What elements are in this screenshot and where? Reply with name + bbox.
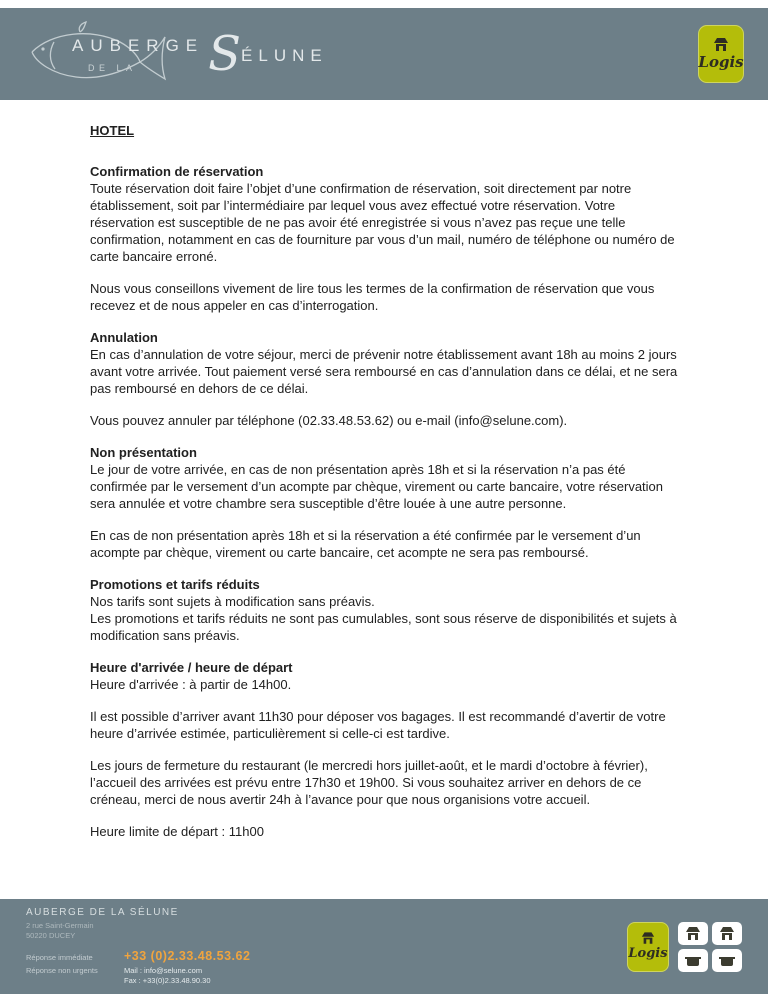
brand-auberge: AUBERGE <box>72 35 205 55</box>
section-non-presentation <box>90 444 678 561</box>
section-heading: Confirmation de réservation <box>90 164 264 179</box>
fireplace-icon <box>713 38 729 51</box>
footer-address-line2: 50220 DUCEY <box>26 931 76 940</box>
footer-brand: AUBERGE DE LA SÉLUNE <box>26 907 179 918</box>
cookpot-rating-icon <box>712 949 742 972</box>
logis-logo <box>698 25 744 83</box>
footer-contact-block <box>26 907 250 986</box>
footer-address-line1: 2 rue Saint-Germain <box>26 921 94 930</box>
brand-script-s: S <box>208 26 242 82</box>
brand-text <box>72 26 328 82</box>
brand-logo <box>16 8 328 100</box>
fireplace-rating-icon <box>712 922 742 945</box>
paragraph: En cas d’annulation de votre séjour, merci de prévenir notre établissement avant 18h au moins 2 jours avant votre arrivée. Tout paiement versé sera remboursé en cas d’annulation dans ce délai, et ne sera pas remboursé en dehors de ce délai. <box>90 347 678 396</box>
paragraph: Toute réservation doit faire l’objet d’une confirmation de réservation, soit directement par notre établissement, soit par l’intermédiaire par lequel vous avez effectué votre réservation. Votre réservation est susceptible de ne pas avoir été enregistrée si vous n’avez pas reçue une telle confirmation, notamment en cas de fourniture par vous d’un mail, numéro de téléphone ou numéro de carte bancaire erroné. <box>90 181 675 264</box>
logis-rating-grid <box>678 922 742 972</box>
fireplace-rating-icon <box>678 922 708 945</box>
paragraph: Nous vous conseillons vivement de lire tous les termes de la confirmation de réservation que vous recevez et de nous appeler en cas d’interrogation. <box>90 281 655 313</box>
footer-label-immediate: Réponse immédiate <box>26 953 93 962</box>
paragraph: Heure limite de départ : 11h00 <box>90 824 264 839</box>
section-heading: Promotions et tarifs réduits <box>90 577 260 592</box>
section-annulation <box>90 329 678 429</box>
section-heures <box>90 659 678 840</box>
section-heading: Annulation <box>90 330 158 345</box>
footer-mail: Mail : info@selune.com <box>124 966 203 975</box>
document-title: HOTEL <box>90 123 135 138</box>
footer-fax: Fax : +33(0)2.33.48.90.30 <box>124 976 211 985</box>
section-heading: Non présentation <box>90 445 197 460</box>
paragraph: Le jour de votre arrivée, en cas de non présentation après 18h et si la réservation n’a pas été confirmée par le versement d’un acompte par chèque, virement ou carte bancaire, votre réservation sera annulée et votre chambre sera susceptible d’être louée à une autre personne. <box>90 462 664 511</box>
paragraph: Vous pouvez annuler par téléphone (02.33.48.53.62) ou e-mail (info@selune.com). <box>90 413 568 428</box>
brand-elune: ÉLUNE <box>241 46 328 65</box>
logis-label: Logis <box>698 52 744 71</box>
logis-label: Logis <box>628 946 668 961</box>
footer-label-non-urgent: Réponse non urgents <box>26 966 98 975</box>
section-confirmation <box>90 163 678 314</box>
footer-banner <box>0 899 768 994</box>
paragraph: En cas de non présentation après 18h et si la réservation a été confirmée par le versement d’un acompte par chèque, virement ou carte bancaire, cet acompte ne sera pas remboursé. <box>90 528 641 560</box>
header-banner <box>0 8 768 100</box>
logis-logo-footer <box>627 922 669 972</box>
section-heading: Heure d'arrivée / heure de départ <box>90 660 293 675</box>
paragraph: Les jours de fermeture du restaurant (le mercredi hors juillet-août, et le mardi d’octobre à février), l’accueil des arrivées est prévu entre 17h30 et 19h00. Si vous souhaitez arriver en dehors de ce créneau, merci de nous avertir 24h à l’avance pour que nous organisions votre accueil. <box>90 758 648 807</box>
paragraph: Les promotions et tarifs réduits ne sont pas cumulables, sont sous réserve de disponibilités et sujets à modification sans préavis. <box>90 611 677 643</box>
footer-phone: +33 (0)2.33.48.53.62 <box>124 949 251 963</box>
section-promotions <box>90 576 678 644</box>
paragraph: Nos tarifs sont sujets à modification sans préavis. <box>90 594 375 609</box>
cookpot-rating-icon <box>678 949 708 972</box>
paragraph: Heure d'arrivée : à partir de 14h00. <box>90 677 292 692</box>
footer-badges <box>627 907 742 986</box>
document-body <box>0 100 768 899</box>
brand-dela: DE LA <box>88 62 137 73</box>
fireplace-icon <box>641 932 655 944</box>
paragraph: Il est possible d’arriver avant 11h30 pour déposer vos bagages. Il est recommandé d’avertir de votre heure d’arrivée estimée, particulièrement si celle-ci est tardive. <box>90 709 666 741</box>
